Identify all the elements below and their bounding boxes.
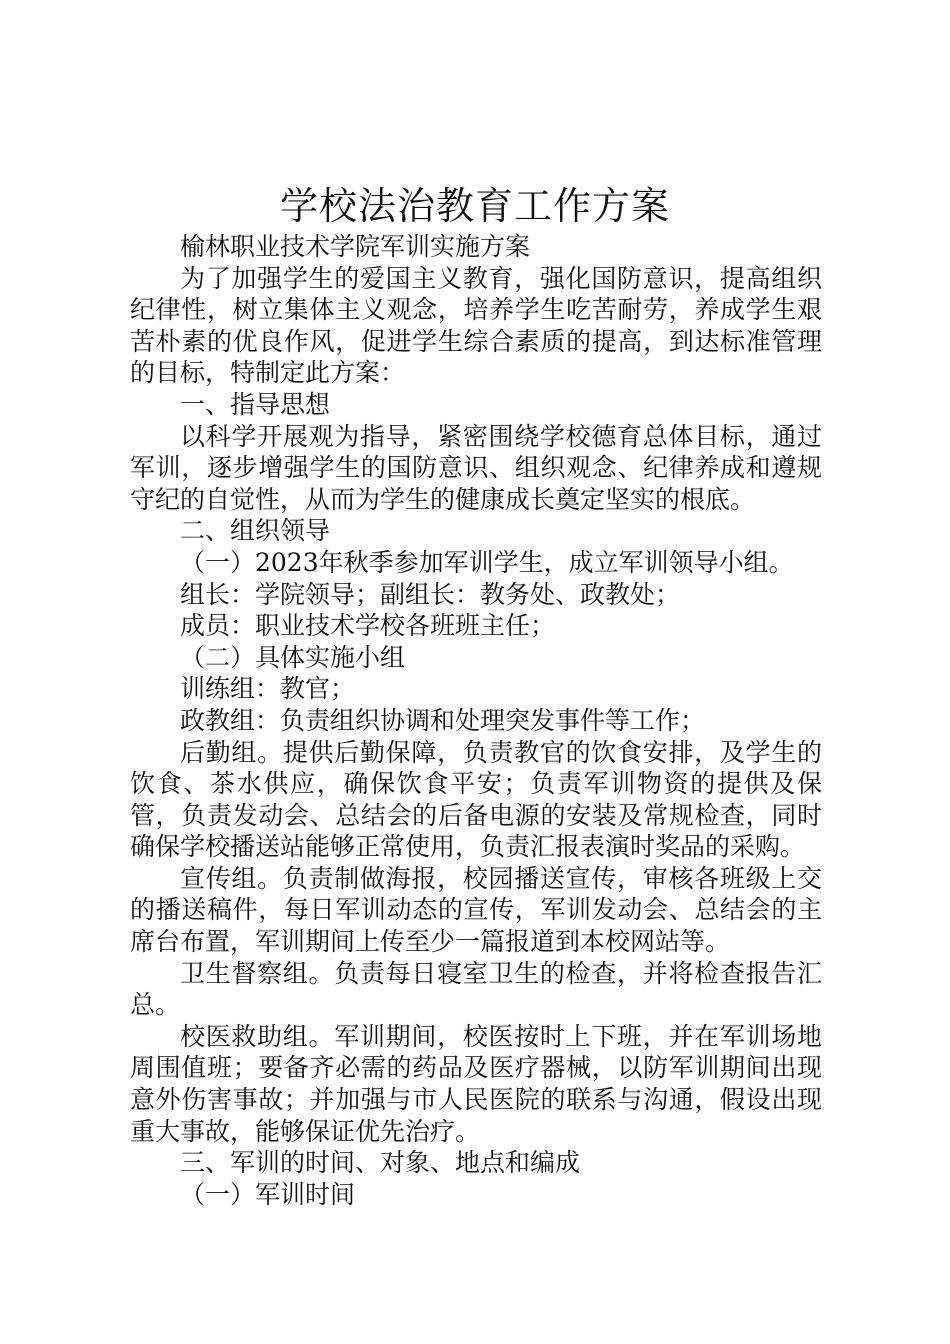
section-heading-organization: 二、组织领导	[180, 516, 331, 546]
paragraph-logistics-group: 后勤组。提供后勤保障，负责教官的饮食安排，及学生的饮食、茶水供应，确保饮食平安；负责军训物资的提供及保管，负责发动会、总结会的后备电源的安装及常规检查，同时确保学校播送站能够正常使用，负责汇报表演时奖品的采购。	[130, 737, 822, 862]
paragraph-group-leader: 组长：学院领导；副组长：教务处、政教处；	[180, 579, 681, 609]
paragraph-guiding-ideology: 以科学开展观为指导，紧密围绕学校德育总体目标，通过军训，逐步增强学生的国防意识、组织观念、纪律养成和遵规守纪的自觉性，从而为学生的健康成长奠定坚实的根底。	[130, 421, 822, 514]
subsection-heading-training-time: （一）军训时间	[180, 1179, 356, 1209]
paragraph-medical-group: 校医救助组。军训期间，校医按时上下班，并在军训场地周围值班；要备齐必需的药品及医疗器械，以防军训期间出现意外伤害事故；并加强与市人民医院的联系与沟通，假设出现重大事故，能够保证优先治疗。	[130, 1021, 822, 1146]
paragraph-subtitle: 榆林职业技术学院军训实施方案	[180, 232, 531, 261]
paragraph-leadership-group: （一）2023年秋季参加军训学生，成立军训领导小组。	[180, 547, 794, 577]
section-heading-guiding-ideology: 一、指导思想	[180, 389, 331, 419]
document-body	[130, 231, 822, 1210]
section-heading-time-target-place: 三、军训的时间、对象、地点和编成	[180, 1148, 581, 1178]
subsection-heading-implementation: （二）具体实施小组	[180, 642, 406, 672]
paragraph-hygiene-group: 卫生督察组。负责每日寝室卫生的检查，并将检查报告汇总。	[130, 958, 822, 1020]
paragraph-political-group: 政教组：负责组织协调和处理突发事件等工作；	[180, 705, 706, 735]
document-title: 学校法治教育工作方案	[279, 184, 670, 228]
paragraph-members: 成员：职业技术学校各班班主任；	[180, 611, 556, 641]
paragraph-publicity-group: 宣传组。负责制做海报，校园播送宣传，审核各班级上交的播送稿件，每日军训动态的宣传，军训发动会、总结会的主席台布置，军训期间上传至少一篇报道到本校网站等。	[130, 863, 822, 957]
paragraph-intro: 为了加强学生的爱国主义教育，强化国防意识，提高组织纪律性，树立集体主义观念，培养学生吃苦耐劳，养成学生艰苦朴素的优良作风，促进学生综合素质的提高，到达标准管理的目标，特制定此方案：	[130, 263, 822, 388]
paragraph-training-group: 训练组：教官；	[180, 674, 356, 704]
